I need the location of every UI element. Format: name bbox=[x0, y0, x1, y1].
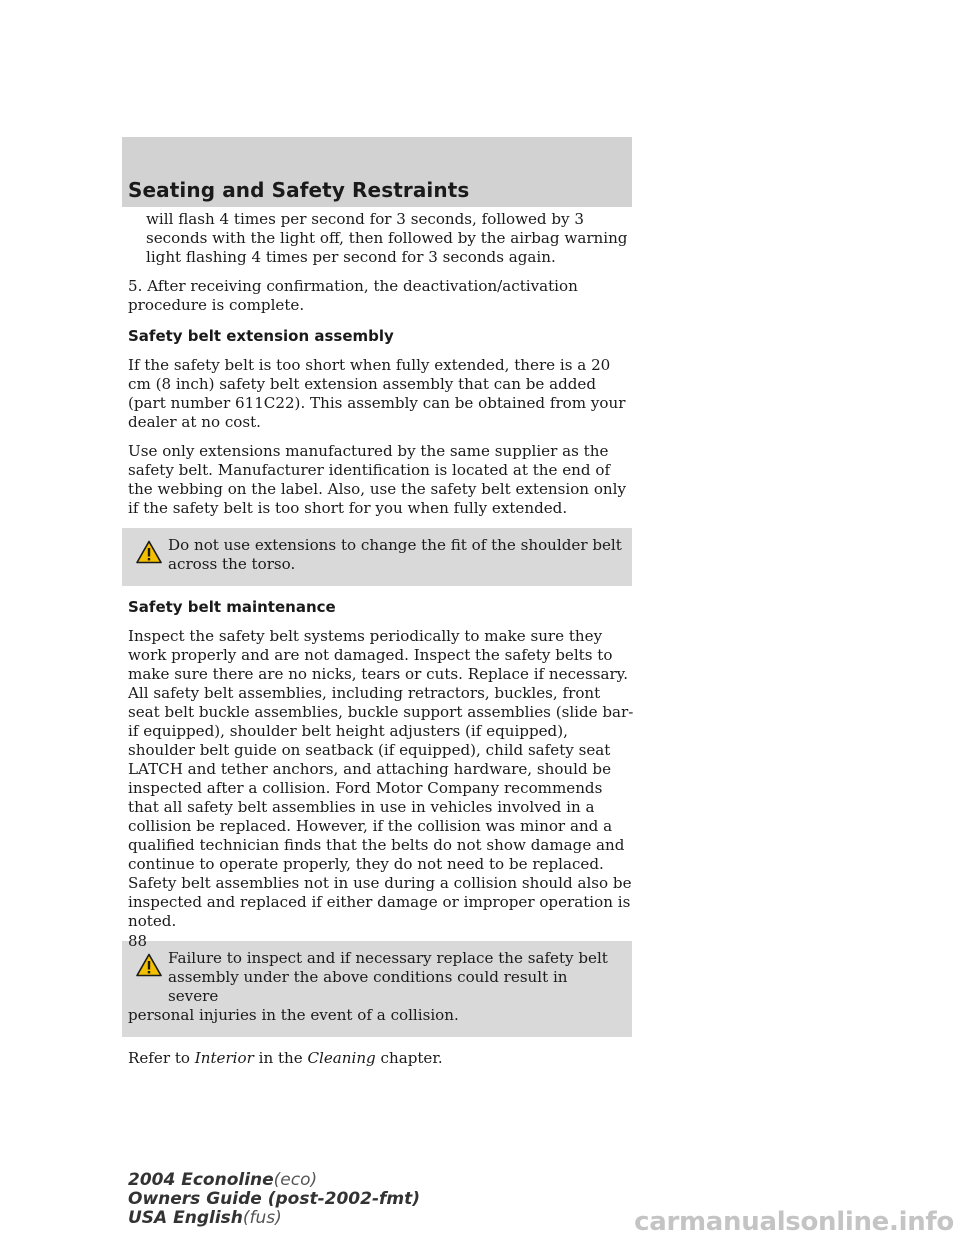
warning-text-line-2: assembly under the above conditions could result in severe bbox=[168, 968, 568, 1005]
footer-language-code: (fus) bbox=[242, 1208, 282, 1228]
page-content bbox=[128, 210, 634, 1068]
paragraph-step-5: 5. After receiving confirmation, the deactivation/activation procedure is complete. bbox=[128, 277, 578, 314]
warning-text-line-2: across the torso. bbox=[168, 555, 296, 573]
refer-middle: in the bbox=[253, 1049, 308, 1067]
paragraph-flash: will flash 4 times per second for 3 seconds, followed by 3 seconds with the light off, then followed by the airbag warning light flashing 4 times per second for 3 seconds again. bbox=[146, 210, 628, 266]
refer-paragraph bbox=[128, 1049, 634, 1068]
refer-suffix: chapter. bbox=[375, 1049, 443, 1067]
footer-model-code: (eco) bbox=[273, 1170, 318, 1190]
heading-extension-assembly: Safety belt extension assembly bbox=[128, 327, 394, 345]
footer-model: 2004 Econoline bbox=[128, 1170, 274, 1190]
warning-text-line-1: Failure to inspect and if necessary replace the safety belt bbox=[168, 949, 608, 967]
warning-box-inspection bbox=[122, 941, 632, 1037]
paragraph-extension-1: If the safety belt is too short when fully extended, there is a 20 cm (8 inch) safety belt extension assembly that can be added (part number 611C22). This assembly can be obtained from your dealer at no cost. bbox=[128, 356, 626, 431]
paragraph-extension-2: Use only extensions manufactured by the same supplier as the safety belt. Manufacturer identification is located at the end of the webbing on the label. Also, use the safety belt extension only if the safety belt is too short for you when fully extended. bbox=[128, 442, 626, 517]
footer-line-1 bbox=[128, 1171, 420, 1190]
footer-line-3 bbox=[128, 1209, 420, 1228]
warning-box-extensions bbox=[122, 528, 632, 586]
warning-text-line-1: Do not use extensions to change the fit of the shoulder belt bbox=[168, 536, 622, 554]
warning-triangle-icon bbox=[136, 540, 162, 564]
site-watermark: carmanualsonline.info bbox=[634, 1207, 954, 1237]
heading-belt-maintenance: Safety belt maintenance bbox=[128, 598, 336, 616]
section-title: Seating and Safety Restraints bbox=[128, 178, 470, 202]
warning-triangle-icon bbox=[136, 953, 162, 977]
footer-language: USA English bbox=[128, 1208, 243, 1228]
refer-interior-link: Interior bbox=[194, 1049, 254, 1067]
page-number: 88 bbox=[128, 932, 148, 950]
footer-line-2: Owners Guide (post-2002-fmt) bbox=[128, 1189, 421, 1209]
refer-prefix: Refer to bbox=[128, 1049, 195, 1067]
paragraph-maintenance: Inspect the safety belt systems periodically to make sure they work properly and are not damaged. Inspect the safety belts to make sure there are no nicks, tears or cuts. Replace if necessary. All safety belt assemblies, including retractors, buckles, front seat belt buckle assemblies, buckle support assemblies (slide bar-if equipped), shoulder belt height adjusters (if equipped), shoulder belt guide on seatback (if equipped), child safety seat LATCH and tether anchors, and attaching hardware, should be inspected after a collision. Ford Motor Company recommends that all safety belt assemblies in use in vehicles involved in a collision be replaced. However, if the collision was minor and a qualified technician finds that the belts do not show damage and continue to operate properly, they do not need to be replaced. Safety belt assemblies not in use during a collision should also be inspected and replaced if either damage or improper operation is noted. bbox=[128, 627, 634, 930]
warning-text-line-3: personal injuries in the event of a collision. bbox=[128, 1006, 459, 1024]
refer-cleaning-link: Cleaning bbox=[307, 1049, 376, 1067]
document-footer bbox=[128, 1171, 420, 1228]
